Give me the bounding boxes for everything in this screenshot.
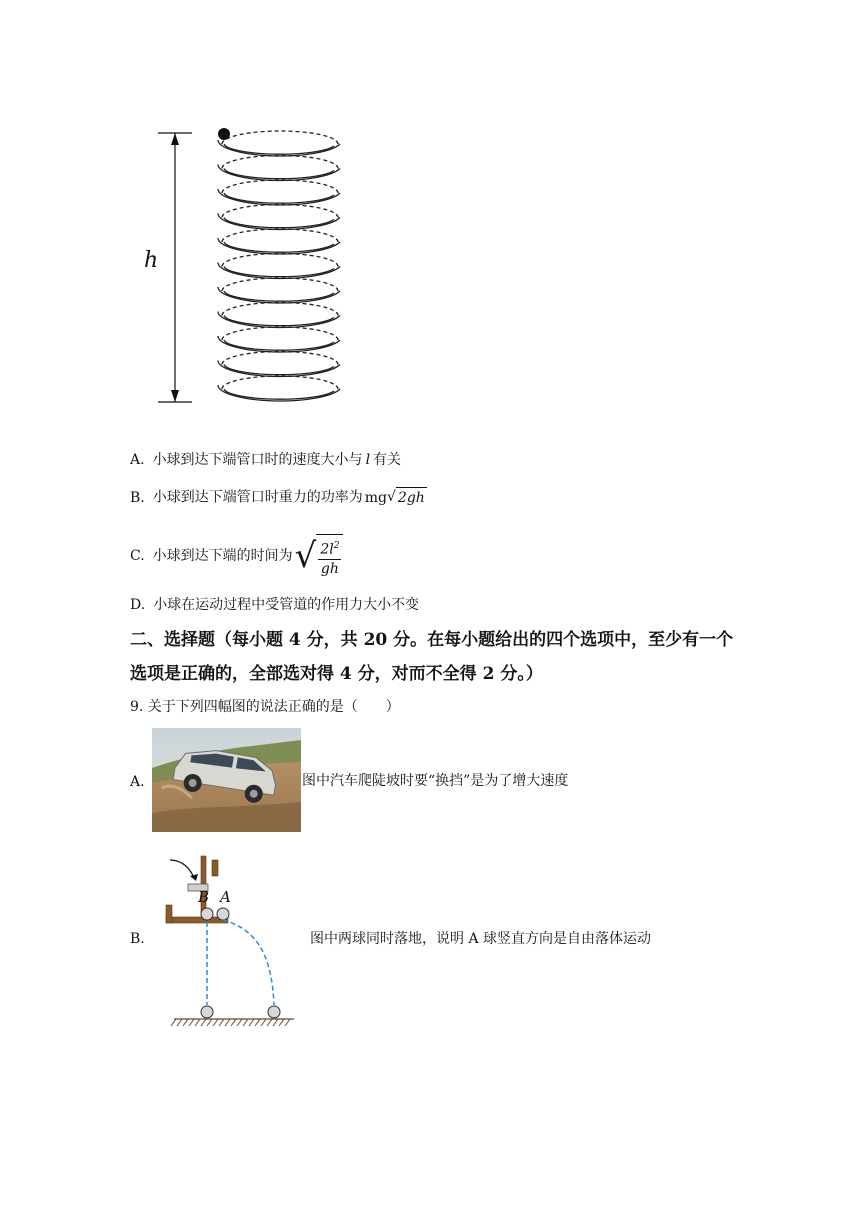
- sqrt-expression: √ 2gh: [387, 489, 425, 506]
- ground-hatch-line: [231, 1019, 236, 1026]
- coil-back-arc: [222, 229, 338, 242]
- ground-hatch-line: [213, 1019, 218, 1026]
- q9-option-b-label: B.: [130, 931, 145, 947]
- ground-hatch-line: [285, 1019, 290, 1026]
- ground-hatch-line: [171, 1019, 176, 1026]
- height-label: h: [144, 248, 159, 273]
- ground-hatch-line: [273, 1019, 278, 1026]
- q9-option-b-text: 图中两球同时落地，说明 A 球竖直方向是自由落体运动: [310, 931, 652, 947]
- ground-hatch-line: [189, 1019, 194, 1026]
- ground-hatch-line: [261, 1019, 266, 1026]
- section-heading-line1: 二、选择题（每小题 4 分，共 20 分。在每小题给出的四个选项中，至少有一个: [130, 630, 734, 650]
- coil-back-arc: [222, 254, 338, 267]
- ground-hatch-line: [237, 1019, 242, 1026]
- coil-back-arc: [222, 205, 338, 218]
- ground-hatch-line: [207, 1019, 212, 1026]
- coil-back-arc: [222, 327, 338, 340]
- coil-back-arc: [222, 303, 338, 316]
- ball-a-label: A: [220, 888, 231, 906]
- ground-hatch-line: [219, 1019, 224, 1026]
- coil-back-arc: [222, 131, 338, 144]
- option-b: B. 小球到达下端管口时重力的功率为 mg √ 2gh: [130, 489, 425, 506]
- car-hill-photo: [152, 728, 301, 832]
- coil-back-arc: [222, 278, 338, 291]
- coil-back-arc: [222, 180, 338, 193]
- ground-hatch-line: [255, 1019, 260, 1026]
- ball-b-label: B: [198, 888, 210, 906]
- ground-hatch-line: [201, 1019, 206, 1026]
- sqrt-fraction: √ $\frac{2l^2}{gh}$: [295, 534, 344, 578]
- coil-back-arc: [222, 352, 338, 365]
- section-heading-line2: 选项是正确的，全部选对得 4 分，对而不全得 2 分。）: [130, 664, 543, 684]
- projectile-apparatus-figure: [160, 850, 310, 1030]
- q9-option-a-label: A.: [130, 774, 145, 790]
- ground-hatch-line: [279, 1019, 284, 1026]
- coil-back-arc: [222, 376, 338, 389]
- ground-hatch-line: [177, 1019, 182, 1026]
- ground-hatch-line: [243, 1019, 248, 1026]
- option-a: A. 小球到达下端管口时的速度大小与 l 有关: [130, 452, 402, 468]
- helix-figure: [140, 120, 370, 420]
- option-d: D. 小球在运动过程中受管道的作用力大小不变: [130, 597, 420, 613]
- option-c: C. 小球到达下端的时间为 √ $\frac{2l^2}{gh}$: [130, 530, 343, 582]
- q9-option-a-text: 图中汽车爬陡坡时要“换挡”是为了增大速度: [302, 773, 569, 789]
- coil-back-arc: [222, 156, 338, 169]
- ground-hatch-line: [267, 1019, 272, 1026]
- ground-hatch-line: [195, 1019, 200, 1026]
- question-9-stem: 9. 关于下列四幅图的说法正确的是（ ）: [130, 699, 400, 715]
- ground-hatch-line: [183, 1019, 188, 1026]
- ground-hatch-line: [225, 1019, 230, 1026]
- ground-hatch-line: [249, 1019, 254, 1026]
